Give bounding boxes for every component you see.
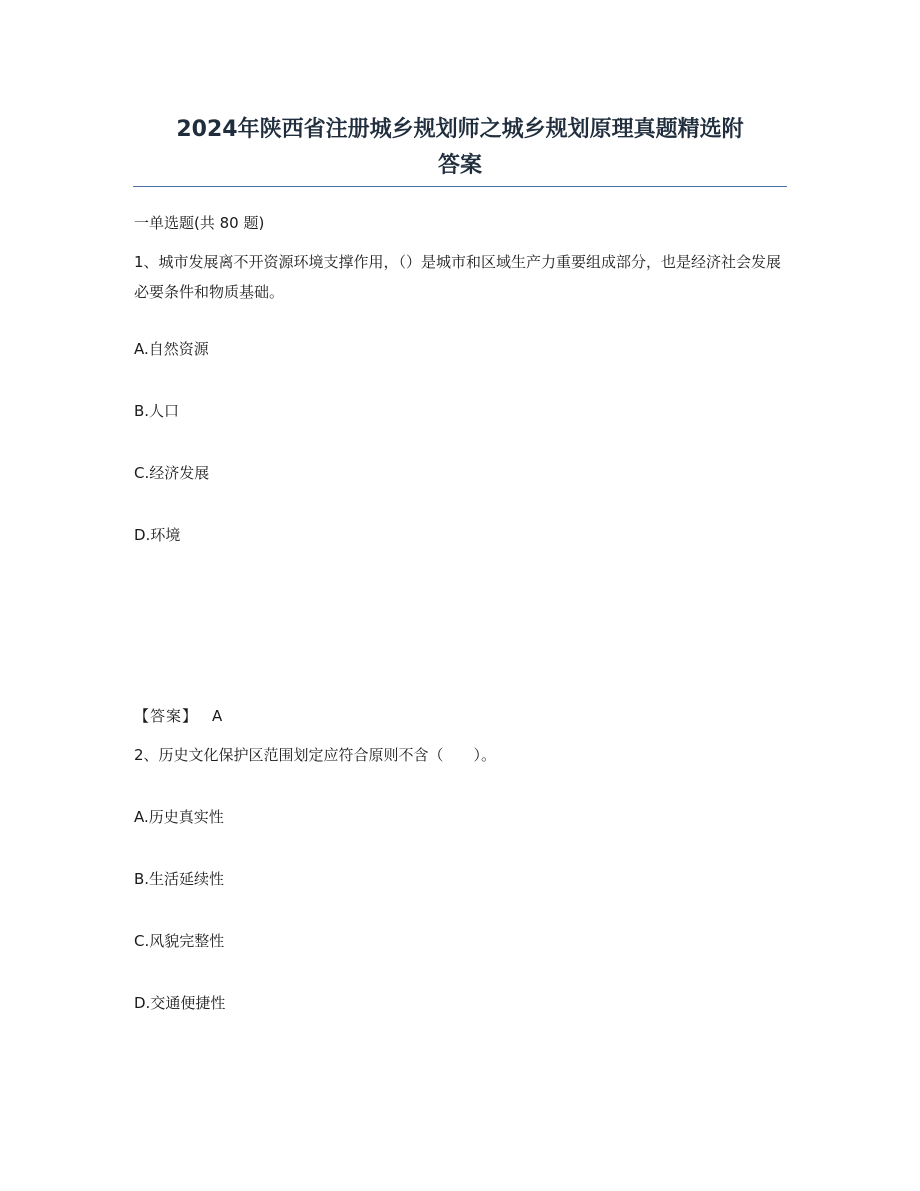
question-2-option-d: D.交通便捷性	[134, 994, 226, 1012]
question-1-option-c: C.经济发展	[134, 464, 210, 482]
question-1-stem: 1、城市发展离不开资源环境支撑作用，（）是城市和区域生产力重要组成部分，也是经济社会发展必要条件和物质基础。	[134, 253, 782, 301]
question-2-stem: 2、历史文化保护区范围划定应符合原则不含（ ）。	[134, 746, 497, 764]
question-1-option-d: D.环境	[134, 526, 181, 544]
title-line-2: 答案	[437, 153, 482, 178]
question-2-option-a: A.历史真实性	[134, 808, 224, 826]
answer-value: A	[212, 707, 223, 725]
section-heading: 一单选题(共 80 题)	[134, 214, 265, 232]
document-title	[110, 112, 810, 184]
title-line-1: 2024年陕西省注册城乡规划师之城乡规划原理真题精选附	[176, 117, 744, 142]
title-divider	[133, 186, 787, 187]
question-2-option-c: C.风貌完整性	[134, 932, 225, 950]
answer-label: 【答案】	[134, 707, 199, 725]
question-1-answer	[134, 705, 222, 727]
question-1-option-b: B.人口	[134, 402, 180, 420]
question-2-option-b: B.生活延续性	[134, 870, 225, 888]
question-1-option-a: A.自然资源	[134, 340, 209, 358]
